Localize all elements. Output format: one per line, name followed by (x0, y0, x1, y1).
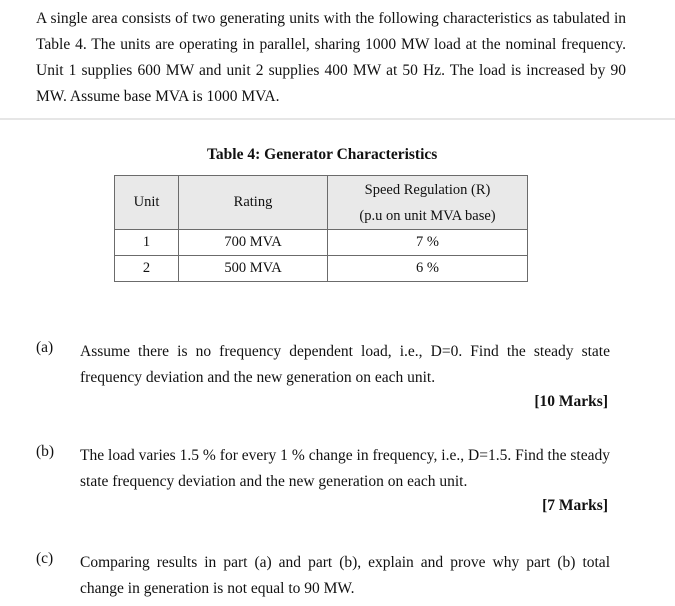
problem-statement: A single area consists of two generating units with the following characteristics as tabulated in Table 4. The units are operating in parallel, sharing 1000 MW load at the nominal frequency. Unit 1 supplies 600 MW and unit 2 supplies 400 MW at 50 Hz. The load is increased by 90 MW. Assume base MVA is 1000 MVA. (36, 10, 626, 105)
part-c-label: (c) (36, 550, 54, 567)
part-a-label: (a) (36, 339, 54, 356)
table-header-row (115, 176, 528, 230)
table-row (115, 256, 528, 282)
part-a-marks: [10 Marks] (534, 393, 608, 410)
table-caption: Table 4: Generator Characteristics (207, 146, 438, 163)
header-unit: Unit (115, 176, 179, 230)
part-a-text: Assume there is no frequency dependent load, i.e., D=0. Find the steady state frequency deviation and the new generation on each unit. (80, 343, 610, 386)
cell-speed: 6 % (328, 256, 528, 282)
header-rating: Rating (179, 176, 328, 230)
cell-rating: 500 MVA (179, 256, 328, 282)
table-row (115, 230, 528, 256)
part-c-text: Comparing results in part (a) and part (b), explain and prove why part (b) total change in generation is not equal to 90 MW. (80, 554, 610, 597)
cell-unit: 1 (115, 230, 179, 256)
generator-characteristics-table (114, 175, 528, 282)
cell-unit: 2 (115, 256, 179, 282)
cell-rating: 700 MVA (179, 230, 328, 256)
part-b-marks: [7 Marks] (542, 497, 608, 514)
cell-speed: 7 % (328, 230, 528, 256)
part-b-label: (b) (36, 443, 55, 460)
header-speed-line1: Speed Regulation (R) (364, 181, 491, 198)
header-speed-regulation (328, 176, 528, 230)
header-speed-line2: (p.u on unit MVA base) (359, 207, 496, 224)
page-divider (0, 118, 675, 120)
part-b-text: The load varies 1.5 % for every 1 % change in frequency, i.e., D=1.5. Find the steady state frequency deviation and the new generation on each unit. (80, 447, 610, 490)
